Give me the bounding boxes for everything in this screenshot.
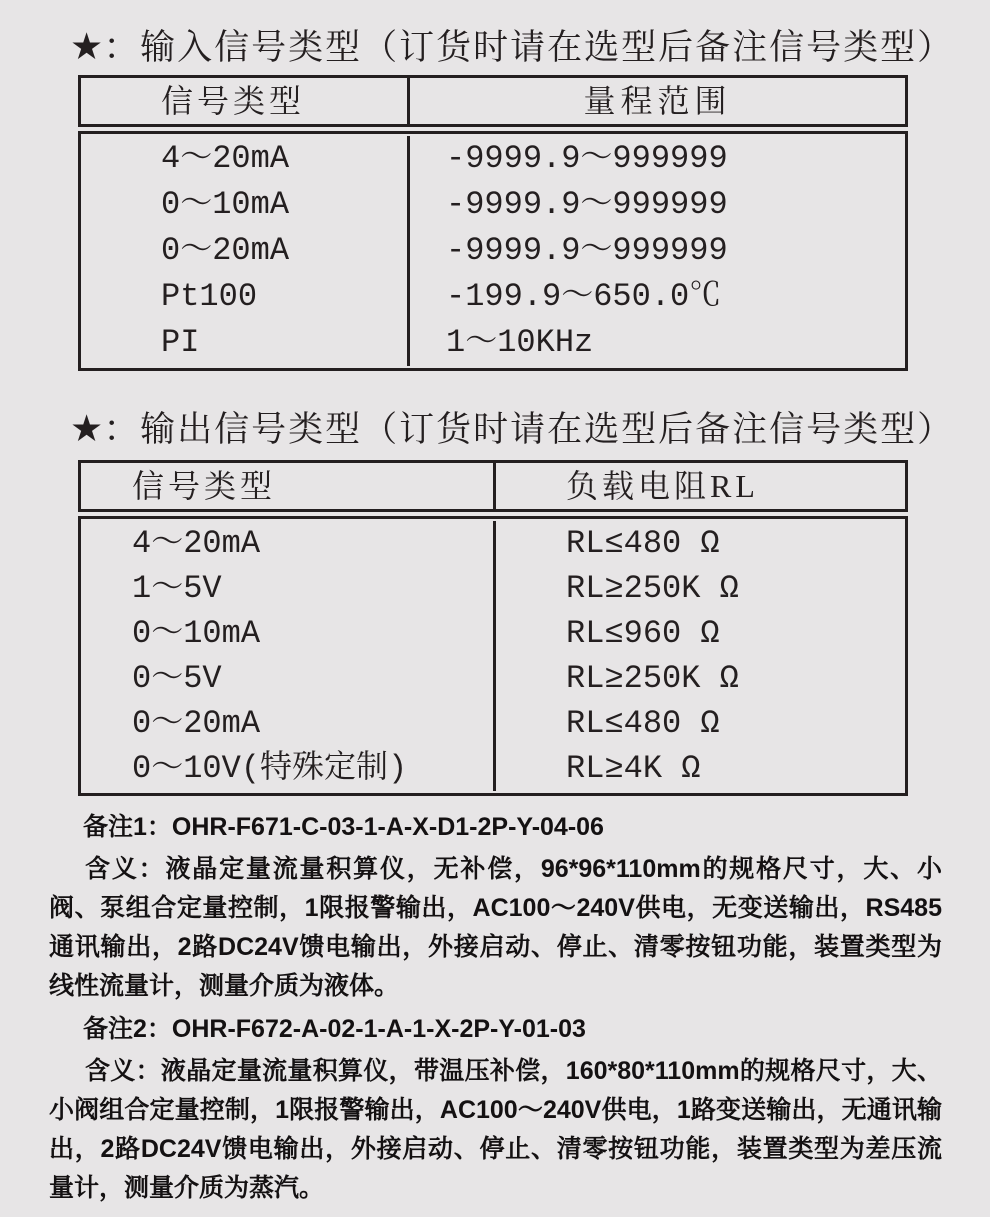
table-row xyxy=(81,566,905,611)
remark1-meaning: 含义：液晶定量流量积算仪，无补偿，96*96*110mm的规格尺寸，大、小阀、泵组合定量控制，1限报警输出，AC100～240V供电，无变送输出，RS485通讯输出，2路DC24V馈电输出，外接启动、停止、清零按钮功能，装置类型为线性流量计，测量介质为液体。 xyxy=(49,855,942,1000)
output-signal-heading xyxy=(70,398,954,452)
load-resistance-cell: RL≤480 Ω xyxy=(566,705,720,742)
signal-type-cell: 4～20mA xyxy=(81,521,496,566)
load-resistance-cell: RL≤480 Ω xyxy=(566,525,720,562)
range-cell: -199.9～650.0℃ xyxy=(446,278,722,315)
output-signal-heading-text: 输出信号类型（订货时请在选型后备注信号类型） xyxy=(140,410,955,449)
load-resistance-cell: RL≤960 Ω xyxy=(566,615,720,652)
star-icon: ★： xyxy=(70,409,141,450)
table-row xyxy=(81,746,905,791)
remark2-title: 备注2：OHR-F672-A-02-1-A-1-X-2P-Y-01-03 xyxy=(83,1015,586,1043)
table-row xyxy=(81,182,905,228)
signal-type-cell: 0～20mA xyxy=(81,701,496,746)
output-table-header-row xyxy=(78,460,908,512)
table-row xyxy=(81,656,905,701)
load-resistance-header: 负载电阻RL xyxy=(566,468,759,504)
table-row xyxy=(81,136,905,182)
signal-type-header: 信号类型 xyxy=(81,463,496,509)
remark2-meaning: 含义：液晶定量流量积算仪，带温压补偿，160*80*110mm的规格尺寸，大、小阀组合定量控制，1限报警输出，AC100～240V供电，1路变送输出，无通讯输出，2路DC24V馈电输出，外接启动、停止、清零按钮功能，装置类型为差压流量计，测量介质为蒸汽。 xyxy=(49,1057,942,1202)
star-icon: ★： xyxy=(70,27,141,68)
output-table-body xyxy=(78,516,908,796)
table-row xyxy=(81,611,905,656)
remarks-section xyxy=(49,808,942,1212)
range-header: 量程范围 xyxy=(583,83,732,119)
table-row xyxy=(81,228,905,274)
signal-type-cell: 0～10V(特殊定制) xyxy=(81,746,496,791)
remark1-title: 备注1：OHR-F671-C-03-1-A-X-D1-2P-Y-04-06 xyxy=(83,813,604,841)
range-cell: -9999.9～999999 xyxy=(446,232,728,269)
signal-type-cell: 4～20mA xyxy=(81,136,410,182)
range-cell: 1～10KHz xyxy=(446,324,594,361)
load-resistance-cell: RL≥250K Ω xyxy=(566,660,739,697)
load-resistance-cell: RL≥250K Ω xyxy=(566,570,739,607)
table-row xyxy=(81,521,905,566)
load-resistance-cell: RL≥4K Ω xyxy=(566,750,701,787)
table-row xyxy=(81,701,905,746)
output-signal-table xyxy=(78,460,908,796)
input-signal-heading xyxy=(70,16,954,70)
table-row xyxy=(81,320,905,366)
signal-type-cell: PI xyxy=(81,320,410,366)
table-row xyxy=(81,274,905,320)
signal-type-cell: 0～10mA xyxy=(81,182,410,228)
range-cell: -9999.9～999999 xyxy=(446,140,728,177)
signal-type-cell: Pt100 xyxy=(81,274,410,320)
range-cell: -9999.9～999999 xyxy=(446,186,728,223)
signal-type-cell: 0～10mA xyxy=(81,611,496,656)
signal-type-header: 信号类型 xyxy=(81,78,410,124)
signal-type-cell: 1～5V xyxy=(81,566,496,611)
signal-type-cell: 0～5V xyxy=(81,656,496,701)
input-signal-heading-text: 输入信号类型（订货时请在选型后备注信号类型） xyxy=(140,28,955,67)
input-signal-table xyxy=(78,75,908,371)
signal-type-cell: 0～20mA xyxy=(81,228,410,274)
input-table-header-row xyxy=(78,75,908,127)
input-table-body xyxy=(78,131,908,371)
